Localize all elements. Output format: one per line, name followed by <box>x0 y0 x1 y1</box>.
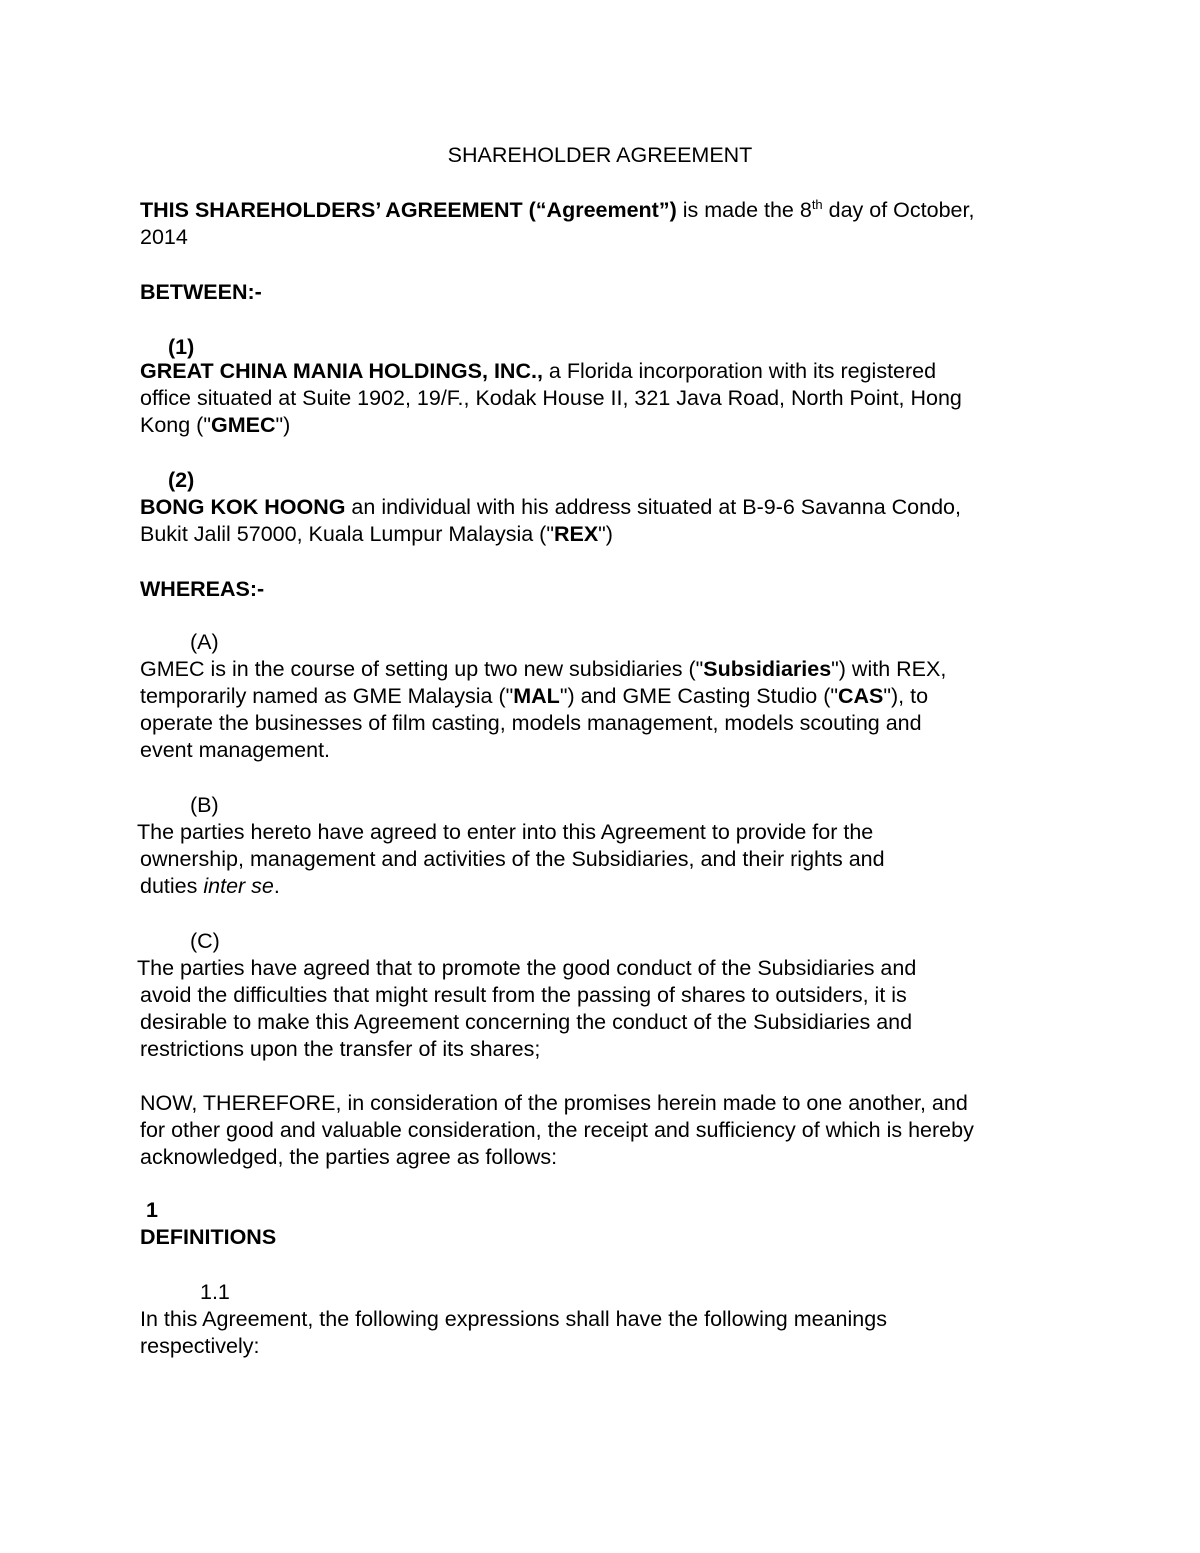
intro-line-1 <box>140 197 974 224</box>
party-1-line-1-rest: a Florida incorporation with its registered <box>542 359 937 383</box>
party-1-line-3 <box>140 412 290 439</box>
recital-c-line-1: The parties have agreed that to promote the good conduct of the Subsidiaries and <box>137 956 917 980</box>
recital-c-line-3: desirable to make this Agreement concerning the conduct of the Subsidiaries and <box>140 1010 913 1034</box>
intro-text-a: is made the 8 <box>676 198 812 222</box>
between-heading: BETWEEN:- <box>140 280 262 304</box>
recital-a-line-1-pre: GMEC is in the course of setting up two new subsidiaries (" <box>140 657 704 681</box>
recital-a-line-3: operate the businesses of film casting, models management, models scouting and <box>140 711 922 735</box>
recital-c-line-4: restrictions upon the transfer of its shares; <box>140 1037 541 1061</box>
intro-text-b: day of October, <box>822 198 975 222</box>
party-1-line-1 <box>140 358 936 385</box>
party-2-line-1-rest: an individual with his address situated at B-9-6 Savanna Condo, <box>345 495 961 519</box>
recital-b-line-3-post: . <box>273 874 280 898</box>
clause-1-1-line-2: respectively: <box>140 1334 260 1358</box>
recital-b-line-2: ownership, management and activities of the Subsidiaries, and their rights and <box>140 847 885 871</box>
party-1-line-3-post: ") <box>275 413 291 437</box>
now-therefore-line-1: NOW, THEREFORE, in consideration of the promises herein made to one another, and <box>140 1091 968 1115</box>
document-title: SHAREHOLDER AGREEMENT <box>447 143 753 167</box>
recital-a-label: (A) <box>190 630 219 654</box>
recital-b-line-3-pre: duties <box>140 874 204 898</box>
recital-c-label: (C) <box>190 929 220 953</box>
recital-c-line-2: avoid the difficulties that might result from the passing of shares to outsiders, it is <box>140 983 907 1007</box>
recital-a-line-2 <box>140 683 928 710</box>
whereas-heading: WHEREAS:- <box>140 577 265 601</box>
party-1-line-3-pre: Kong (" <box>140 413 211 437</box>
party-2-line-2-pre: Bukit Jalil 57000, Kuala Lumpur Malaysia (" <box>140 522 554 546</box>
party-1-name: GREAT CHINA MANIA HOLDINGS, INC., <box>140 359 543 383</box>
now-therefore-line-2: for other good and valuable consideration, the receipt and sufficiency of which is hereby <box>140 1118 974 1142</box>
recital-a-line-2-pre: temporarily named as GME Malaysia (" <box>140 684 514 708</box>
now-therefore-line-3: acknowledged, the parties agree as follows: <box>140 1145 558 1169</box>
party-2-line-2 <box>140 521 613 548</box>
recital-a-line-2-mid: ") and GME Casting Studio (" <box>559 684 838 708</box>
recital-a-line-1 <box>140 656 946 683</box>
recital-a-line-4: event management. <box>140 738 331 762</box>
recital-b-label: (B) <box>190 793 219 817</box>
intro-bold-lead: THIS SHAREHOLDERS’ AGREEMENT (“Agreement”) <box>140 198 677 222</box>
party-2-line-2-post: ") <box>598 522 613 546</box>
recital-b-italic: inter se <box>203 874 274 898</box>
party-2-name: BONG KOK HOONG <box>140 495 346 519</box>
recital-a-term-subsidiaries: Subsidiaries <box>703 657 832 681</box>
intro-superscript: th <box>811 197 823 212</box>
section-1-number: 1 <box>146 1198 158 1222</box>
party-1-number: (1) <box>168 335 195 359</box>
section-1-heading: DEFINITIONS <box>140 1225 277 1249</box>
recital-b-line-1: The parties hereto have agreed to enter into this Agreement to provide for the <box>137 820 874 844</box>
party-1-line-2: office situated at Suite 1902, 19/F., Kodak House II, 321 Java Road, North Point, Hong <box>140 386 962 410</box>
recital-a-term-mal: MAL <box>513 684 560 708</box>
clause-1-1-line-1: In this Agreement, the following expressions shall have the following meanings <box>140 1307 887 1331</box>
party-2-defined-term: REX <box>553 522 599 546</box>
recital-a-term-cas: CAS <box>837 684 884 708</box>
party-1-defined-term: GMEC <box>210 413 276 437</box>
recital-a-line-1-post: ") with REX, <box>831 657 947 681</box>
intro-line-2: 2014 <box>140 225 188 249</box>
party-2-line-1 <box>140 494 961 521</box>
party-2-number: (2) <box>168 468 195 492</box>
recital-a-line-2-post: "), to <box>883 684 929 708</box>
recital-b-line-3 <box>140 873 280 900</box>
clause-1-1-number: 1.1 <box>200 1280 230 1304</box>
